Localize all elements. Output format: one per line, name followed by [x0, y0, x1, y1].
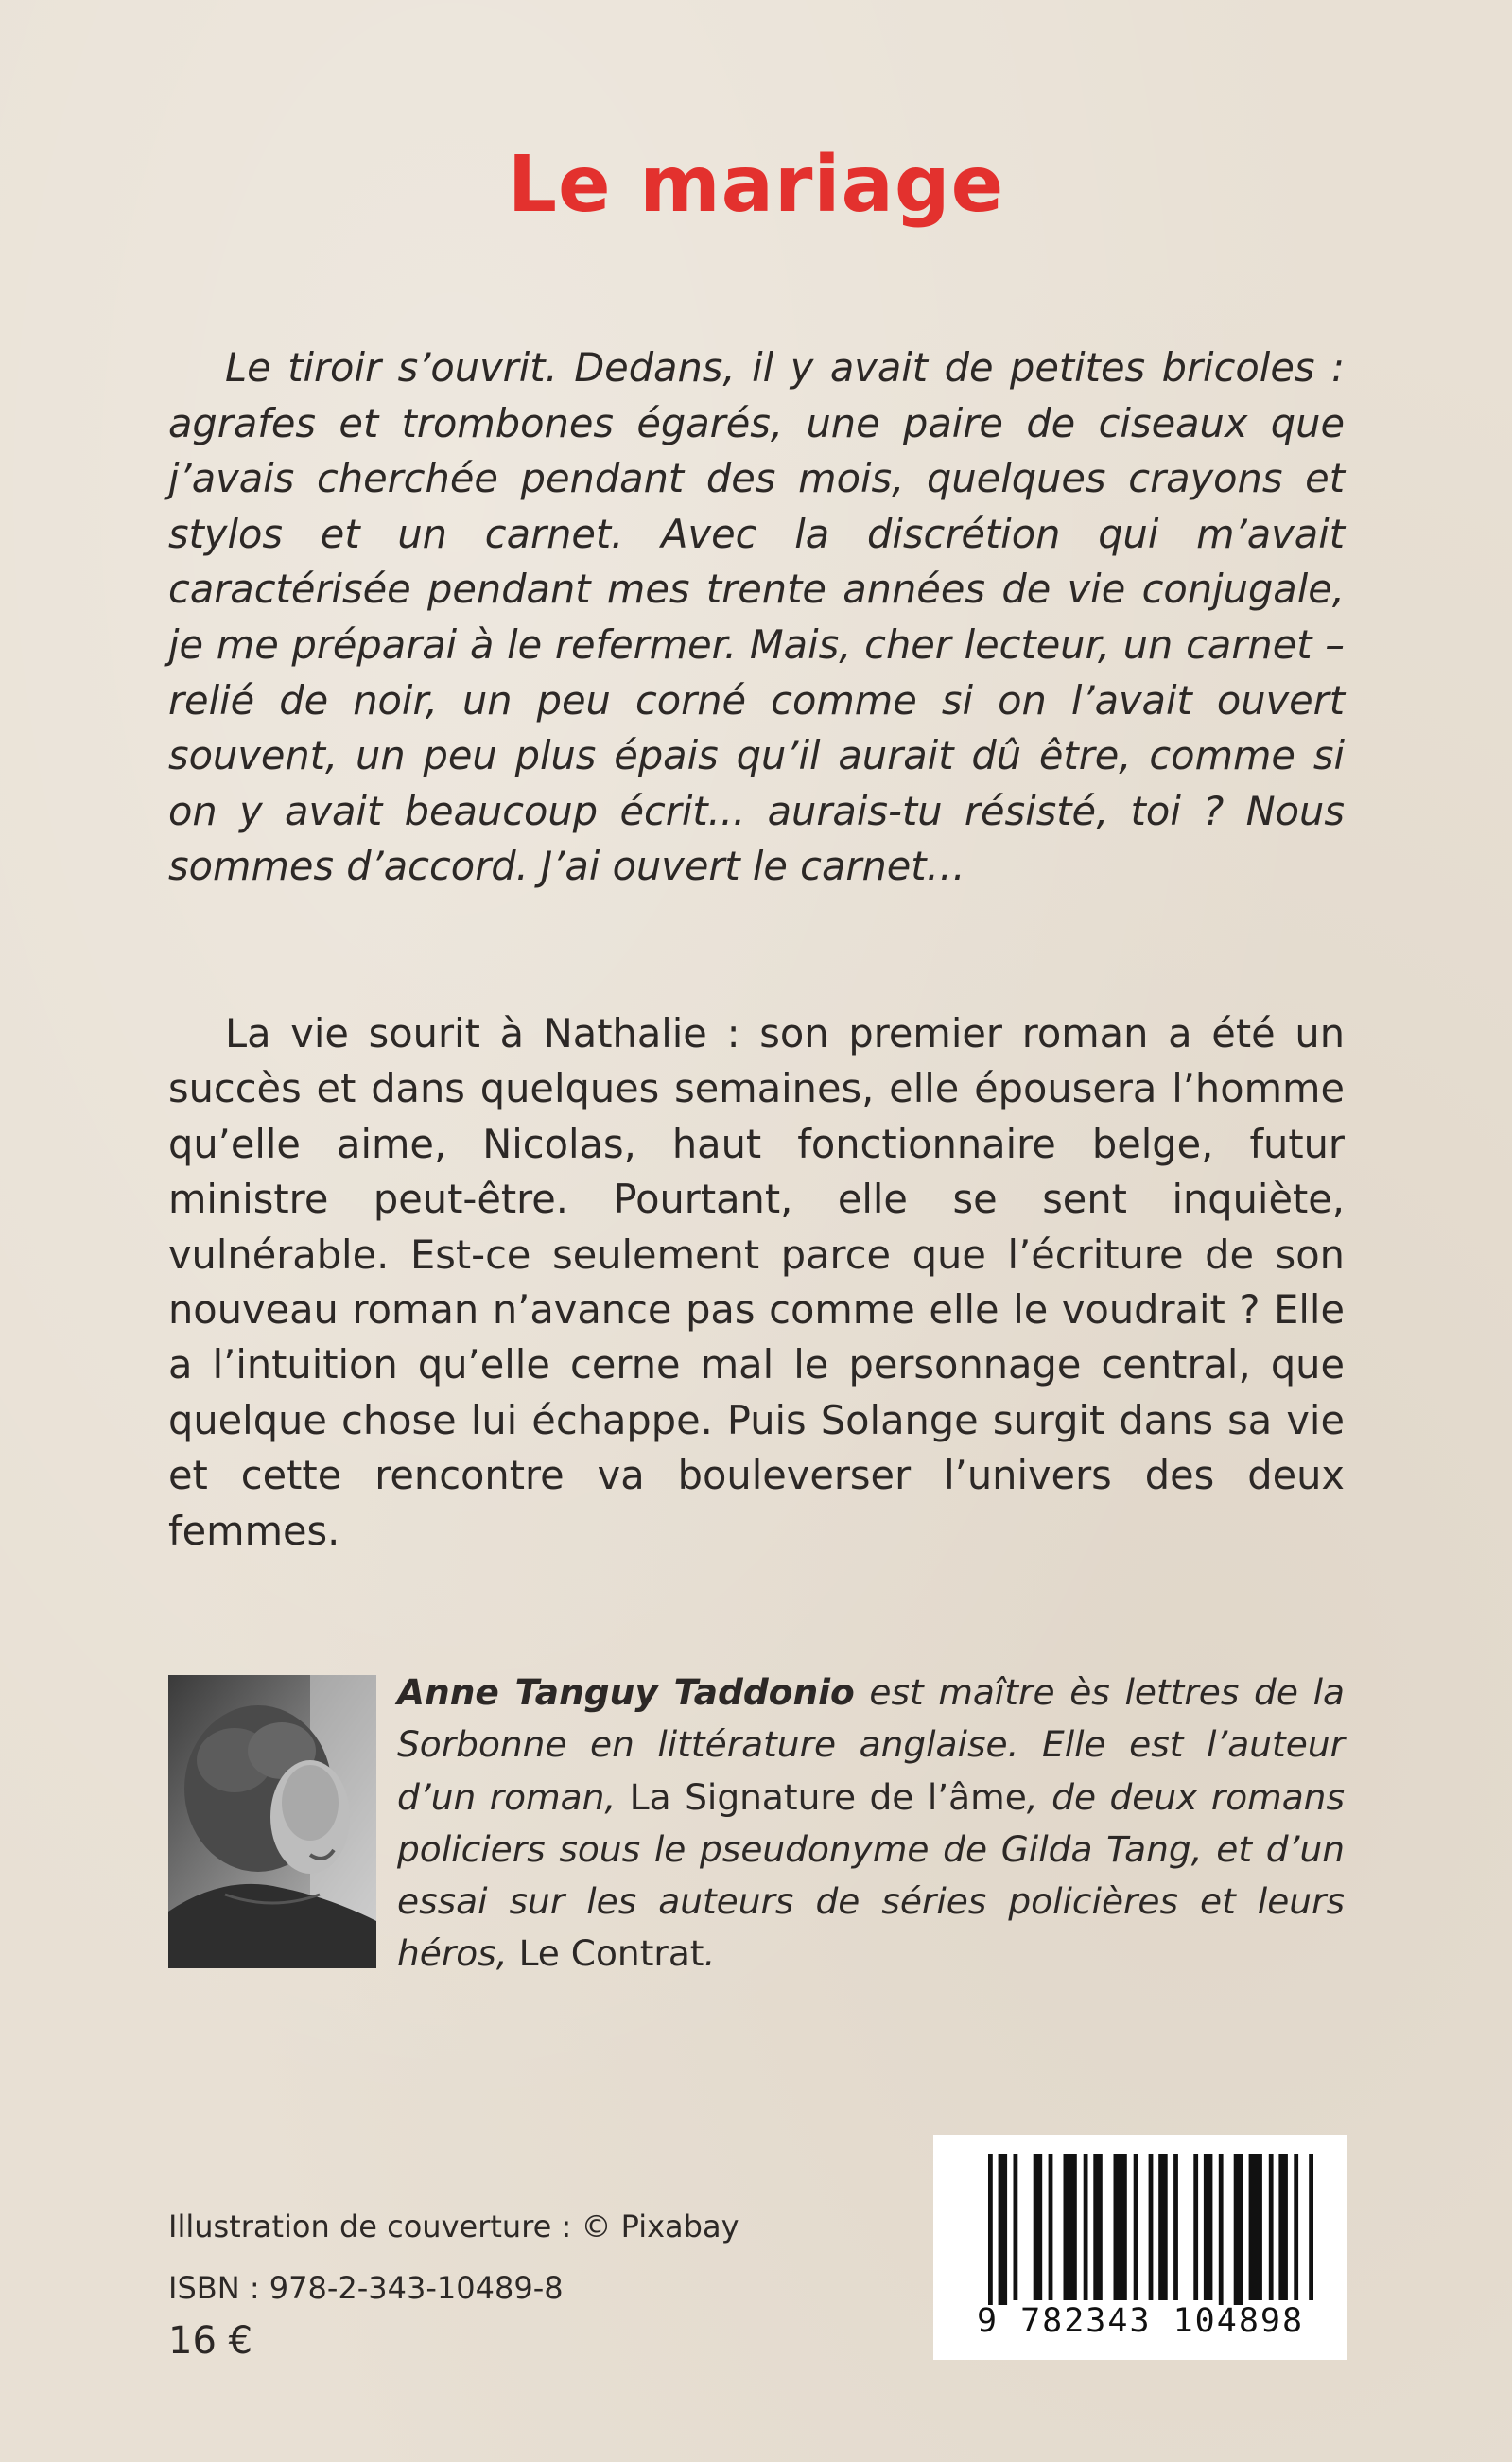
barcode-bar: [1114, 2154, 1127, 2300]
barcode-bar: [1193, 2154, 1198, 2300]
barcode-bar: [999, 2154, 1008, 2305]
author-photo: [168, 1675, 376, 1968]
barcode-bar: [1234, 2154, 1243, 2305]
barcode-bar: [1049, 2154, 1053, 2300]
author-bio: [397, 1667, 1345, 1981]
barcode-bar: [1204, 2154, 1213, 2300]
barcode-bar: [1149, 2154, 1154, 2300]
book-title: Le mariage: [507, 140, 1005, 230]
barcode-bar: [1219, 2154, 1224, 2305]
author-bio-end: .: [704, 1932, 716, 1975]
book-summary: La vie sourit à Nathalie : son premier roman a été un succès et dans quelques semaines, elle épousera l’homme qu’elle aime, Nicolas, haut fonctionnaire belge, futur ministre peut-être. Pourtant, elle se sent inquiète, vulnérable. Est-ce seulement parce que l’écriture de son nouveau roman n’avance pas comme elle le voudrait ? Elle a l’intuition qu’elle cerne mal le personnage central, que quelque chose lui échappe. Puis Solange surgit dans sa vie et cette rencontre va bouleverser l’univers des deux femmes.: [168, 1010, 1345, 1554]
barcode: [933, 2135, 1347, 2360]
barcode-bars: [933, 2135, 1347, 2305]
author-portrait-image: [168, 1675, 376, 1968]
barcode-bar: [1064, 2154, 1077, 2300]
barcode-bar: [1309, 2154, 1313, 2300]
barcode-bar: [1134, 2154, 1138, 2300]
barcode-bar: [1249, 2154, 1262, 2300]
price: 16 €: [168, 2319, 253, 2363]
barcode-bar: [1158, 2154, 1168, 2300]
barcode-bar: [1014, 2154, 1018, 2300]
barcode-bar: [1278, 2154, 1288, 2300]
book-excerpt: Le tiroir s’ouvrit. Dedans, il y avait de petites bricoles : agrafes et trombones égarés, une paire de ciseaux que j’avais cherchée pendant des mois, quelques crayons et stylos et un carnet. Avec la discrétion qui m’avait caractérisée pendant mes trente années de vie conjugale, je me préparai à le refermer. Mais, cher lecteur, un carnet – relié de noir, un peu corné comme si on l’avait ouvert souvent, un peu plus épais qu’il aurait dû être, comme si on y avait beaucoup écrit... aurais-tu résisté, toi ? Nous sommes d’accord. J’ai ouvert le carnet…: [168, 344, 1345, 890]
author-bio-text-1: est maître ès lettres de la Sorbonne en littérature anglaise. Elle est l’auteur d’un roman,: [397, 1671, 1345, 1818]
author-bio-text-2: , de deux romans policiers sous le pseudonyme de Gilda Tang, et d’un essai sur les auteurs de séries policières et leurs héros,: [397, 1775, 1345, 1975]
barcode-bar: [988, 2154, 993, 2305]
barcode-bar: [1173, 2154, 1178, 2300]
author-work-2: Le Contrat: [518, 1932, 704, 1975]
barcode-number: 9 782343 104898: [976, 2302, 1305, 2340]
barcode-bar: [1084, 2154, 1088, 2300]
isbn: ISBN : 978-2-343-10489-8: [168, 2270, 564, 2306]
barcode-bar: [1269, 2154, 1274, 2300]
author-work-1: La Signature de l’âme: [629, 1775, 1027, 1818]
barcode-bar: [1034, 2154, 1043, 2300]
barcode-bar: [1294, 2154, 1298, 2300]
author-name: Anne Tanguy Taddonio: [397, 1671, 855, 1713]
barcode-bar: [1093, 2154, 1103, 2300]
cover-illustration-credit: Illustration de couverture : © Pixabay: [168, 2209, 739, 2244]
